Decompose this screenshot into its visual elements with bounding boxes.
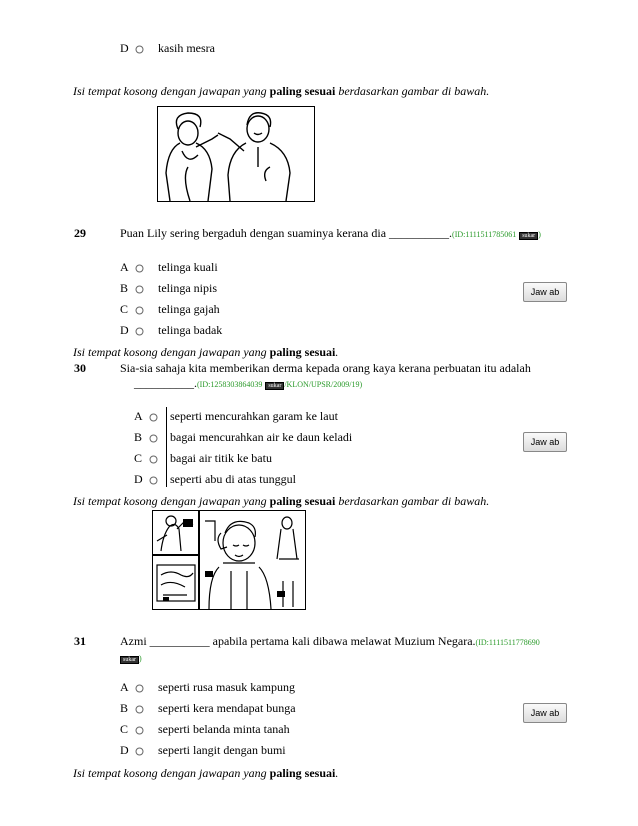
question-text: Azmi __________ apabila pertama kali dibawa melawat Muzium Negara.(ID:1111511778690	[120, 634, 540, 648]
option-text: seperti abu di atas tunggul	[170, 472, 296, 486]
radio-button[interactable]	[135, 705, 144, 714]
option-text: telinga badak	[158, 323, 223, 337]
radio-button[interactable]	[135, 684, 144, 693]
question-number: 29	[74, 226, 86, 240]
radio-button[interactable]	[149, 455, 158, 464]
option-letter-c: C	[120, 722, 129, 736]
option-divider	[166, 407, 167, 487]
question-text-continued: __________.(ID:1258303864039 sukar /KLON/UPSR/2009/19)	[134, 376, 363, 390]
difficulty-tag: sukar	[519, 232, 538, 240]
question-id-continued: sukar )	[120, 650, 142, 665]
option-letter-a: A	[120, 260, 129, 274]
option-letter-b: B	[134, 430, 143, 444]
option-letter-a: A	[134, 409, 143, 423]
option-text: seperti mencurahkan garam ke laut	[170, 409, 338, 423]
option-text: seperti kera mendapat bunga	[158, 701, 296, 715]
option-letter-d: D	[134, 472, 143, 486]
option-letter-a: A	[120, 680, 129, 694]
option-text: telinga nipis	[158, 281, 217, 295]
radio-button[interactable]	[135, 45, 144, 54]
option-letter-b: B	[120, 281, 129, 295]
option-letter: D	[120, 41, 129, 55]
option-text: seperti langit dengan bumi	[158, 743, 286, 757]
radio-button[interactable]	[135, 726, 144, 735]
radio-button[interactable]	[149, 476, 158, 485]
question-text: Puan Lily sering bergaduh dengan suaminya kerana dia __________.(ID:1111511785061 sukar )	[120, 226, 541, 240]
instruction-text: Isi tempat kosong dengan jawapan yang paling sesuai berdasarkan gambar di bawah.	[73, 84, 490, 98]
option-text: telinga kuali	[158, 260, 218, 274]
option-text: telinga gajah	[158, 302, 220, 316]
radio-button[interactable]	[135, 306, 144, 315]
option-letter-c: C	[134, 451, 143, 465]
question-number: 31	[74, 634, 86, 648]
radio-button[interactable]	[149, 413, 158, 422]
answer-button[interactable]: Jaw ab	[523, 703, 567, 723]
answer-button[interactable]: Jaw ab	[523, 432, 567, 452]
answer-button[interactable]: Jaw ab	[523, 282, 567, 302]
difficulty-tag: sukar	[120, 656, 139, 664]
difficulty-tag: sukar	[265, 382, 284, 390]
option-text: seperti rusa masuk kampung	[158, 680, 295, 694]
option-letter-d: D	[120, 743, 129, 757]
radio-button[interactable]	[135, 285, 144, 294]
option-text: kasih mesra	[158, 41, 215, 55]
question-text: Sia-sia sahaja kita memberikan derma kepada orang kaya kerana perbuatan itu adalah	[120, 361, 531, 375]
radio-button[interactable]	[135, 747, 144, 756]
option-letter-b: B	[120, 701, 129, 715]
instruction-text: Isi tempat kosong dengan jawapan yang paling sesuai.	[73, 766, 339, 780]
illustration-museum-visit	[152, 510, 306, 610]
instruction-text: Isi tempat kosong dengan jawapan yang paling sesuai berdasarkan gambar di bawah.	[73, 494, 490, 508]
radio-button[interactable]	[149, 434, 158, 443]
question-number: 30	[74, 361, 86, 375]
radio-button[interactable]	[135, 264, 144, 273]
option-text: bagai air titik ke batu	[170, 451, 272, 465]
instruction-text: Isi tempat kosong dengan jawapan yang paling sesuai.	[73, 345, 339, 359]
radio-button[interactable]	[135, 327, 144, 336]
option-letter-c: C	[120, 302, 129, 316]
option-letter-d: D	[120, 323, 129, 337]
option-text: seperti belanda minta tanah	[158, 722, 290, 736]
option-text: bagai mencurahkan air ke daun keladi	[170, 430, 353, 444]
illustration-couple-arguing	[157, 106, 315, 202]
